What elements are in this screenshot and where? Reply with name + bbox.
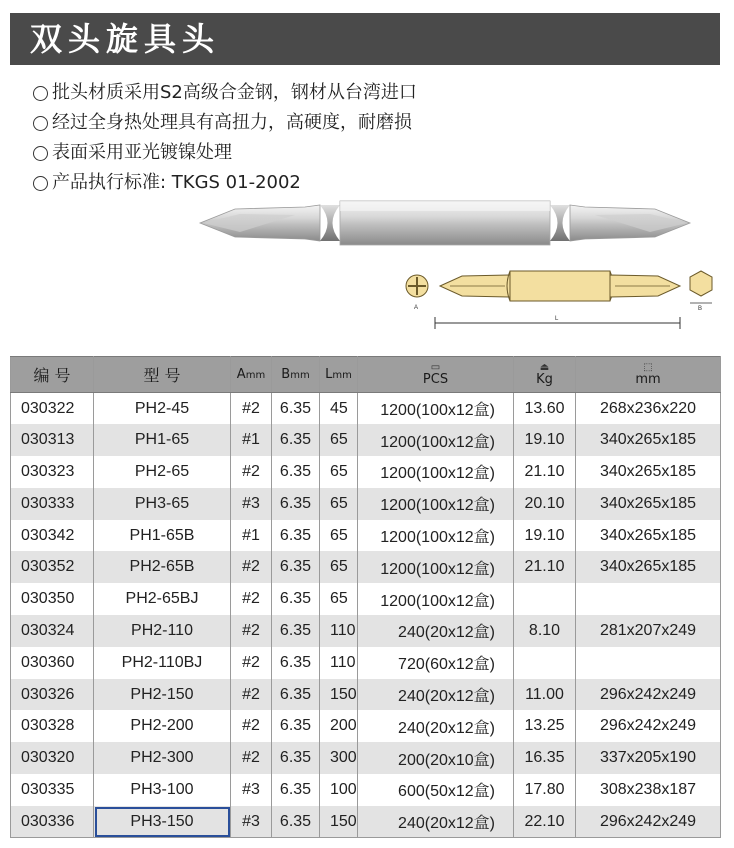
- cell-pcs: 1200(100x12盒): [358, 393, 514, 425]
- cell-pcs: 600(50x12盒): [358, 774, 514, 806]
- cell-kg: 13.60: [514, 393, 576, 425]
- cell-code: 030320: [11, 742, 94, 774]
- cell-kg: 21.10: [514, 456, 576, 488]
- cell-pcs: 1200(100x12盒): [358, 456, 514, 488]
- cell-b: 6.35: [272, 393, 320, 425]
- header-pcs: ▭ PCS: [358, 357, 514, 393]
- cell-pcs: 240(20x12盒): [358, 679, 514, 711]
- cell-b: 6.35: [272, 615, 320, 647]
- feature-text: 批头材质采用S2高级合金钢，钢材从台湾进口: [52, 82, 417, 103]
- cell-kg: [514, 647, 576, 679]
- cell-model: PH2-65BJ: [94, 583, 231, 615]
- bit-photo: [195, 187, 695, 257]
- cell-kg: 17.80: [514, 774, 576, 806]
- cell-model: PH2-110BJ: [94, 647, 231, 679]
- cell-size: 340x265x185: [576, 488, 721, 520]
- cell-l: 300: [320, 742, 358, 774]
- table-row: [11, 710, 721, 742]
- cell-kg: 16.35: [514, 742, 576, 774]
- label-l: L: [555, 316, 559, 322]
- cell-size: 281x207x249: [576, 615, 721, 647]
- cell-size: [576, 583, 721, 615]
- cell-code: 030360: [11, 647, 94, 679]
- cell-l: 150: [320, 679, 358, 711]
- cell-model: PH2-65B: [94, 551, 231, 583]
- header-code: 编 号: [11, 357, 94, 393]
- cell-kg: [514, 583, 576, 615]
- table-row: [11, 742, 721, 774]
- cell-a: #2: [231, 456, 272, 488]
- cell-b: 6.35: [272, 710, 320, 742]
- cell-size: 308x238x187: [576, 774, 721, 806]
- cell-l: 110: [320, 615, 358, 647]
- cell-a: #1: [231, 520, 272, 552]
- cell-code: 030313: [11, 424, 94, 456]
- cell-size: 296x242x249: [576, 679, 721, 711]
- cell-pcs: 240(20x12盒): [358, 615, 514, 647]
- cell-kg: 22.10: [514, 806, 576, 838]
- feature-item: [33, 78, 417, 108]
- table-row: [11, 806, 721, 838]
- cell-l: 200: [320, 710, 358, 742]
- cell-code: 030324: [11, 615, 94, 647]
- cell-b: 6.35: [272, 456, 320, 488]
- cell-b: 6.35: [272, 583, 320, 615]
- table-row: [11, 774, 721, 806]
- cell-a: #2: [231, 583, 272, 615]
- cell-kg: 21.10: [514, 551, 576, 583]
- cell-a: #3: [231, 774, 272, 806]
- header-a: Amm: [231, 357, 272, 393]
- cell-b: 6.35: [272, 488, 320, 520]
- cell-l: 65: [320, 551, 358, 583]
- cell-pcs: 1200(100x12盒): [358, 551, 514, 583]
- weight-icon: ⏏: [539, 361, 550, 373]
- box-stack-icon: ▭: [430, 361, 441, 373]
- cell-code: 030335: [11, 774, 94, 806]
- cell-size: 340x265x185: [576, 520, 721, 552]
- cell-model: PH2-200: [94, 710, 231, 742]
- cell-code: 030342: [11, 520, 94, 552]
- cell-kg: 11.00: [514, 679, 576, 711]
- cell-model: PH2-110: [94, 615, 231, 647]
- box-dimension-icon: ⬚: [643, 361, 653, 373]
- cell-a: #2: [231, 551, 272, 583]
- cell-model: PH3-100: [94, 774, 231, 806]
- cell-model: PH2-300: [94, 742, 231, 774]
- cell-b: 6.35: [272, 551, 320, 583]
- cell-pcs: 240(20x12盒): [358, 806, 514, 838]
- cell-kg: 8.10: [514, 615, 576, 647]
- header-l: Lmm: [320, 357, 358, 393]
- circle-bullet-icon: [33, 146, 48, 161]
- cell-size: 340x265x185: [576, 424, 721, 456]
- cell-kg: 19.10: [514, 520, 576, 552]
- feature-item: [33, 138, 417, 168]
- cell-kg: 13.25: [514, 710, 576, 742]
- feature-text: 经过全身热处理具有高扭力，高硬度，耐磨损: [52, 112, 412, 133]
- cell-size: 337x205x190: [576, 742, 721, 774]
- cell-pcs: 240(20x12盒): [358, 710, 514, 742]
- cell-l: 150: [320, 806, 358, 838]
- cell-code: 030352: [11, 551, 94, 583]
- cell-model: PH2-45: [94, 393, 231, 425]
- title-bar: [10, 13, 720, 65]
- cell-kg: 19.10: [514, 424, 576, 456]
- header-b: Bmm: [272, 357, 320, 393]
- cell-b: 6.35: [272, 679, 320, 711]
- table-header-row: [11, 357, 721, 393]
- cell-b: 6.35: [272, 806, 320, 838]
- header-model: 型 号: [94, 357, 231, 393]
- cell-l: 110: [320, 647, 358, 679]
- cell-pcs: 720(60x12盒): [358, 647, 514, 679]
- label-a: A: [414, 305, 419, 311]
- cell-b: 6.35: [272, 774, 320, 806]
- cell-l: 100: [320, 774, 358, 806]
- table-row: [11, 679, 721, 711]
- header-kg: ⏏ Kg: [514, 357, 576, 393]
- cell-size: 340x265x185: [576, 551, 721, 583]
- feature-text: 产品执行标准: TKGS 01-2002: [52, 172, 301, 193]
- cell-size: 296x242x249: [576, 806, 721, 838]
- cell-l: 65: [320, 520, 358, 552]
- cell-kg: 20.10: [514, 488, 576, 520]
- cell-pcs: 200(20x10盒): [358, 742, 514, 774]
- cell-a: #3: [231, 806, 272, 838]
- cell-pcs: 1200(100x12盒): [358, 583, 514, 615]
- table-row: [11, 520, 721, 552]
- cell-code: 030326: [11, 679, 94, 711]
- cell-a: #3: [231, 488, 272, 520]
- cell-l: 65: [320, 488, 358, 520]
- cell-a: #2: [231, 710, 272, 742]
- cell-b: 6.35: [272, 424, 320, 456]
- table-row: [11, 456, 721, 488]
- cell-pcs: 1200(100x12盒): [358, 488, 514, 520]
- cell-model: PH3-65: [94, 488, 231, 520]
- cell-a: #2: [231, 742, 272, 774]
- cell-size: 268x236x220: [576, 393, 721, 425]
- cell-size: [576, 647, 721, 679]
- cell-a: #2: [231, 615, 272, 647]
- cell-code: 030333: [11, 488, 94, 520]
- cell-pcs: 1200(100x12盒): [358, 424, 514, 456]
- table-row: [11, 424, 721, 456]
- table-row: [11, 615, 721, 647]
- table-row: [11, 583, 721, 615]
- feature-list: [33, 78, 417, 198]
- cell-a: #1: [231, 424, 272, 456]
- cell-b: 6.35: [272, 647, 320, 679]
- circle-bullet-icon: [33, 86, 48, 101]
- feature-text: 表面采用亚光镀镍处理: [52, 142, 232, 163]
- cell-l: 65: [320, 456, 358, 488]
- cell-model: PH1-65: [94, 424, 231, 456]
- table-row: [11, 647, 721, 679]
- table-row: [11, 393, 721, 425]
- cell-size: 296x242x249: [576, 710, 721, 742]
- spec-table: [10, 356, 721, 838]
- feature-item: [33, 108, 417, 138]
- table-row: [11, 488, 721, 520]
- cell-code: 030350: [11, 583, 94, 615]
- cell-code: 030328: [11, 710, 94, 742]
- cell-model: PH3-150: [94, 806, 231, 838]
- circle-bullet-icon: [33, 176, 48, 191]
- cell-l: 45: [320, 393, 358, 425]
- cell-a: #2: [231, 679, 272, 711]
- cell-b: 6.35: [272, 520, 320, 552]
- cell-code: 030336: [11, 806, 94, 838]
- cell-model: PH2-150: [94, 679, 231, 711]
- header-mm: ⬚ mm: [576, 357, 721, 393]
- bit-dimension-drawing: [400, 265, 725, 335]
- cell-pcs: 1200(100x12盒): [358, 520, 514, 552]
- cell-model: PH2-65: [94, 456, 231, 488]
- cell-l: 65: [320, 583, 358, 615]
- cell-size: 340x265x185: [576, 456, 721, 488]
- cell-a: #2: [231, 393, 272, 425]
- label-b: B: [698, 306, 703, 312]
- cell-code: 030322: [11, 393, 94, 425]
- cell-model: PH1-65B: [94, 520, 231, 552]
- cell-l: 65: [320, 424, 358, 456]
- table-row: [11, 551, 721, 583]
- cell-code: 030323: [11, 456, 94, 488]
- page-title: 双头旋具头: [30, 20, 221, 58]
- cell-a: #2: [231, 647, 272, 679]
- cell-b: 6.35: [272, 742, 320, 774]
- circle-bullet-icon: [33, 116, 48, 131]
